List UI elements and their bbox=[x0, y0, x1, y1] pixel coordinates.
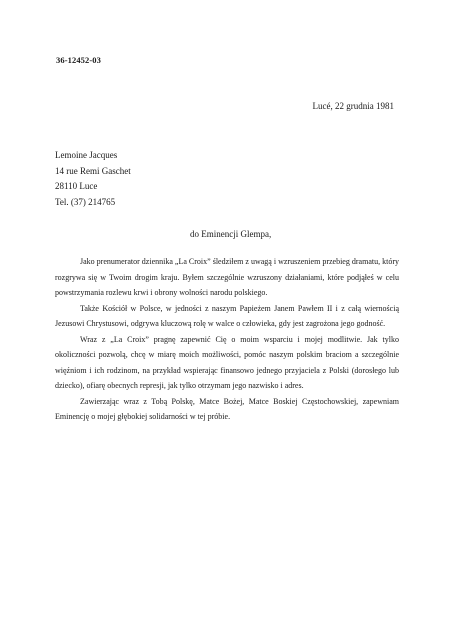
body-paragraph: Także Kościół w Polsce, w jedności z naszym Papieżem Janem Pawłem II i z całą wiernością Jezusowi Chrystusowi, odgrywa kluczową rolę w walce o człowieka, gdy jest zagrożona jego godność. bbox=[55, 303, 399, 328]
body-paragraph: Zawierzając wraz z Tobą Polskę, Matce Bożej, Matce Boskiej Częstochowskiej, zapewniam Eminencję o mojej głębokiej solidarności w tej próbie. bbox=[55, 396, 399, 421]
letter-body bbox=[55, 254, 399, 425]
sender-phone: Tel. (37) 214765 bbox=[55, 196, 116, 207]
salutation: do Eminencji Glempa, bbox=[190, 229, 272, 239]
document-reference-number: 36-12452-03 bbox=[56, 55, 102, 65]
sender-address-block bbox=[55, 148, 131, 210]
sender-street: 14 rue Remi Gaschet bbox=[55, 165, 131, 176]
body-paragraph: Jako prenumerator dziennika „La Croix” śledziłem z uwagą i wzruszeniem przebieg dramatu, który rozgrywa się w Twoim drogim kraju. Byłem szczególnie wzruszony działaniami, które podjąłeś w celu powstrzymania rozlewu krwi i obrony wolności narodu polskiego. bbox=[55, 257, 399, 297]
place-and-date: Lucé, 22 grudnia 1981 bbox=[312, 101, 394, 111]
sender-name: Lemoine Jacques bbox=[55, 150, 118, 160]
body-paragraph: Wraz z „La Croix” pragnę zapewnić Cię o moim wsparciu i mojej modlitwie. Jak tylko okoliczności pozwolą, chcę w miarę moich możliwości, pomóc naszym polskim braciom a szczególnie więźniom i ich rodzinom, na przykład wspierając finansowo jednego przyjaciela z Polski (dorosłego lub dziecko), ofiarę obecnych represji, jak tylko otrzymam jego nazwisko i adres. bbox=[55, 334, 399, 390]
sender-city: 28110 Luce bbox=[55, 181, 98, 191]
